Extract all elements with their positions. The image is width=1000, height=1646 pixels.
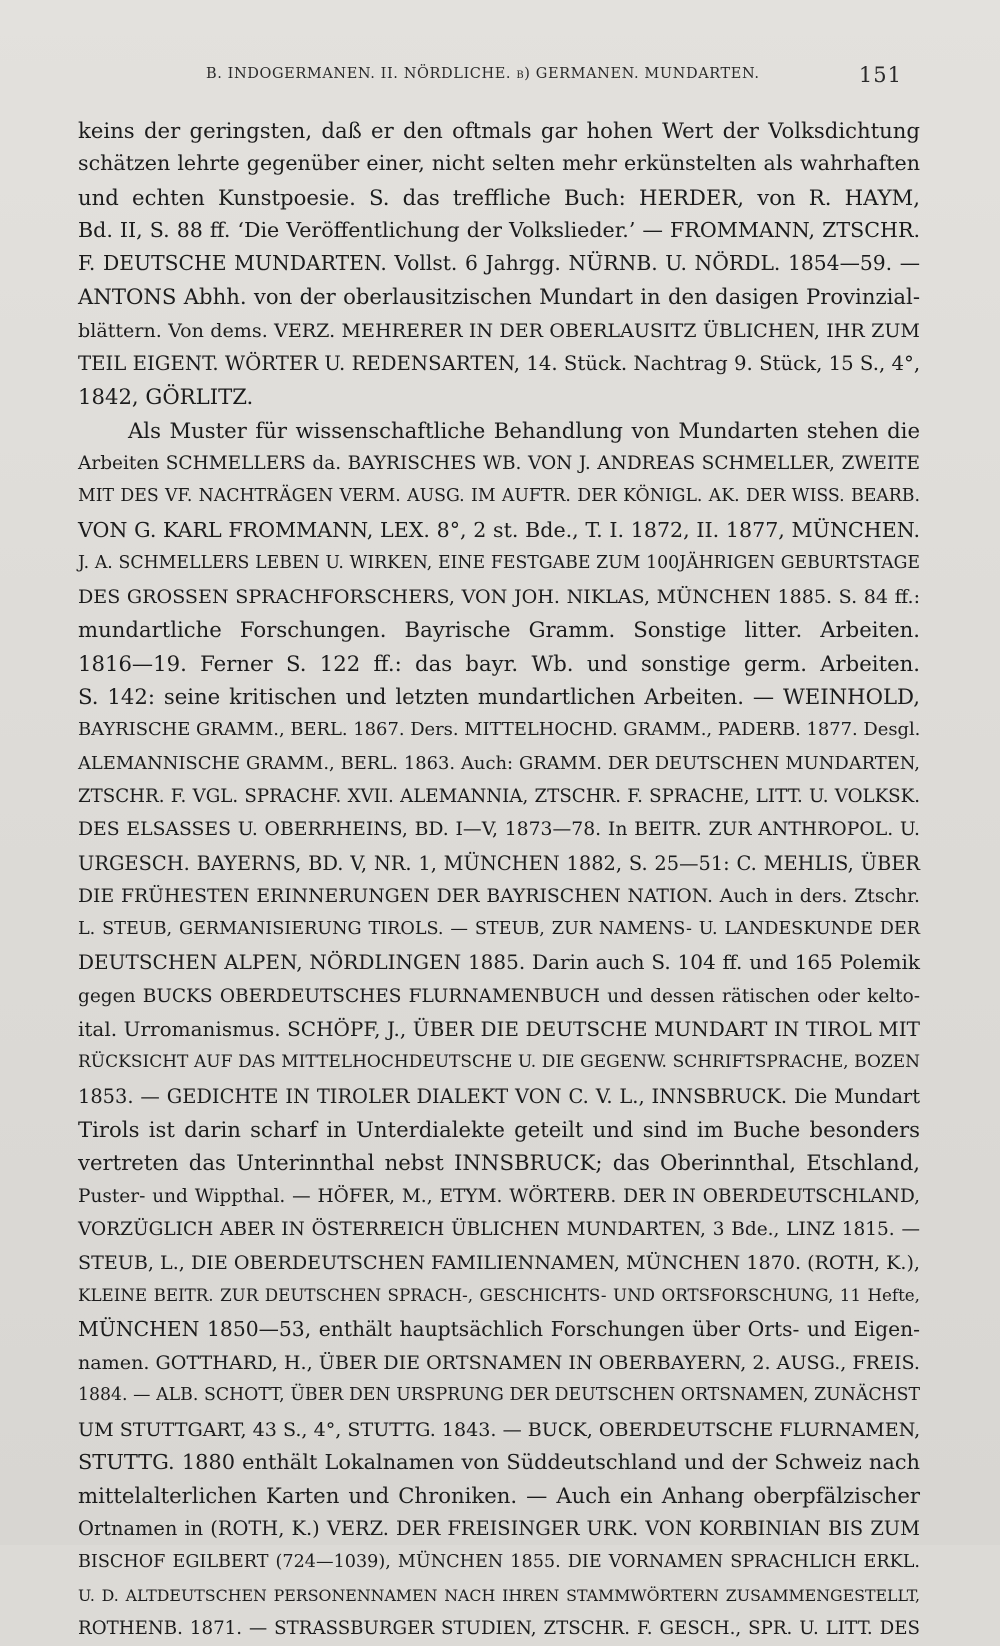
text-line: URGESCH. BAYERNS, BD. V, NR. 1, MÜNCHEN 1882, S. 25—51: C. MEHLIS, ÜBER [78,851,920,875]
text-line: 1884. — ALB. SCHOTT, ÜBER DEN URSPRUNG DER DEUTSCHEN ORTSNAMEN, ZUNÄCHST [78,1385,920,1406]
text-line: VORZÜGLICH ABER IN ÖSTERREICH ÜBLICHEN MUNDARTEN, 3 Bde., LINZ 1815. — [78,1218,920,1240]
text-line: Bd. II, S. 88 ff. ‘Die Veröffentlichung der Volkslieder.’ — FROMMANN, ZTSCHR. [78,217,920,242]
text-line: VON G. KARL FROMMANN, LEX. 8°, 2 st. Bde., T. I. 1872, II. 1877, MÜNCHEN. [78,517,920,542]
text-line: L. STEUB, GERMANISIERUNG TIROLS. — STEUB, ZUR NAMENS- U. LANDESKUNDE DER [78,919,920,940]
text-line: blättern. Von dems. VERZ. MEHRERER IN DER OBERLAUSITZ ÜBLICHEN, IHR ZUM [78,318,920,342]
text-line: ALEMANNISCHE GRAMM., BERL. 1863. Auch: GRAMM. DER DEUTSCHEN MUNDARTEN, [78,752,920,774]
text-line: schätzen lehrte gegenüber einer, nicht selten mehr erkünstelten als wahrhaften [78,151,920,176]
text-line: MÜNCHEN 1850—53, enthält hauptsächlich Forschungen über Orts- und Eigen- [78,1316,920,1341]
text-line: ROTHENB. 1871. — STRASSBURGER STUDIEN, ZTSCHR. F. GESCH., SPR. U. LITT. DES [78,1618,920,1640]
text-line: 1842, GÖRLITZ. [78,384,254,410]
page-header [190,63,910,90]
text-line: Ortnamen in (ROTH, K.) VERZ. DER FREISINGER URK. VON KORBINIAN BIS ZUM [78,1517,920,1541]
text-line: Puster- und Wippthal. — HÖFER, M., ETYM. WÖRTERB. DER IN OBERDEUTSCHLAND, [78,1185,920,1207]
text-line: Arbeiten SCHMELLERS da. BAYRISCHES WB. VON J. ANDREAS SCHMELLER, ZWEITE [78,452,920,474]
text-line: 1853. — GEDICHTE IN TIROLER DIALEKT VON C. V. L., INNSBRUCK. Die Mundart [78,1084,920,1108]
text-line: UM STUTTGART, 43 S., 4°, STUTTG. 1843. — BUCK, OBERDEUTSCHE FLURNAMEN, [78,1417,921,1441]
text-line: RÜCKSICHT AUF DAS MITTELHOCHDEUTSCHE U. DIE GEGENW. SCHRIFTSPRACHE, BOZEN [78,1052,920,1073]
text-line: und echten Kunstpoesie. S. das treffliche Buch: HERDER, von R. HAYM, [78,184,920,210]
text-line: Als Muster für wissenschaftliche Behandlung von Mundarten stehen die [128,417,920,443]
text-line: STEUB, L., DIE OBERDEUTSCHEN FAMILIENNAMEN, MÜNCHEN 1870. (ROTH, K.), [78,1251,920,1275]
text-line: DIE FRÜHESTEN ERINNERUNGEN DER BAYRISCHEN NATION. Auch in ders. Ztschr. [78,885,920,907]
page-number: 151 [858,63,902,87]
text-line: TEIL EIGENT. WÖRTER U. REDENSARTEN, 14. Stück. Nachtrag 9. Stück, 15 S., 4°, [78,352,921,376]
text-line: F. DEUTSCHE MUNDARTEN. Vollst. 6 Jahrgg. NÜRNB. U. NÖRDL. 1854—59. — [78,251,920,276]
text-line: ZTSCHR. F. VGL. SPRACHF. XVII. ALEMANNIA, ZTSCHR. F. SPRACHE, LITT. U. VOLKSK. [78,785,920,807]
text-line: MIT DES VF. NACHTRÄGEN VERM. AUSG. IM AUFTR. DER KÖNIGL. AK. DER WISS. BEARB. [78,486,920,507]
text-line: DEUTSCHEN ALPEN, NÖRDLINGEN 1885. Darin auch S. 104 ff. und 165 Polemik [78,950,920,975]
text-line: mundartliche Forschungen. Bayrische Gramm. Sonstige litter. Arbeiten. [78,617,920,643]
text-line: keins der geringsten, daß er den oftmals gar hohen Wert der Volksdichtung [78,118,920,143]
text-line: J. A. SCHMELLERS LEBEN U. WIRKEN, EINE FESTGABE ZUM 100JÄHRIGEN GEBURTSTAGE [78,552,920,573]
text-line: STUTTG. 1880 enthält Lokalnamen von Süddeutschland und der Schweiz nach [78,1449,920,1474]
text-line: vertreten das Unterinnthal nebst INNSBRUCK; das Oberinnthal, Etschland, [78,1150,920,1176]
text-line: S. 142: seine kritischen und letzten mundartlichen Arbeiten. — WEINHOLD, [78,684,920,710]
text-line: 1816—19. Ferner S. 122 ff.: das bayr. Wb. und sonstige germ. Arbeiten. [78,650,920,676]
text-line: DES ELSASSES U. OBERRHEINS, BD. I—V, 1873—78. In BEITR. ZUR ANTHROPOL. U. [78,819,920,841]
running-head: B. INDOGERMANEN. II. NÖRDLICHE. b) GERMANEN. MUNDARTEN. [206,66,760,82]
text-line: ital. Urromanismus. SCHÖPF, J., ÜBER DIE DEUTSCHE MUNDART IN TIROL MIT [78,1017,920,1042]
text-line: BAYRISCHE GRAMM., BERL. 1867. Ders. MITTELHOCHD. GRAMM., PADERB. 1877. Desgl. [78,719,921,741]
text-line: U. D. ALTDEUTSCHEN PERSONENNAMEN NACH IHREN STAMMWÖRTERN ZUSAMMENGESTELLT, [78,1586,920,1606]
text-line: BISCHOF EGILBERT (724—1039), MÜNCHEN 1855. DIE VORNAMEN SPRACHLICH ERKL. [78,1551,920,1572]
body-text [78,114,920,1646]
text-line: mittelalterlichen Karten und Chroniken. — Auch ein Anhang oberpfälzischer [78,1483,920,1509]
text-line: KLEINE BEITR. ZUR DEUTSCHEN SPRACH-, GESCHICHTS- UND ORTSFORSCHUNG, 11 Hefte, [78,1285,920,1306]
text-line: ANTONS Abhh. von der oberlausitzischen Mundart in den dasigen Provinzial- [78,284,920,310]
text-line: Tirols ist darin scharf in Unterdialekte geteilt und sind im Buche besonders [78,1116,920,1142]
text-line: namen. GOTTHARD, H., ÜBER DIE ORTSNAMEN IN OBERBAYERN, 2. AUSG., FREIS. [78,1350,920,1374]
text-line: DES GROSSEN SPRACHFORSCHERS, VON JOH. NIKLAS, MÜNCHEN 1885. S. 84 ff.: [78,585,920,609]
text-line: gegen BUCKS OBERDEUTSCHES FLURNAMENBUCH und dessen rätischen oder kelto- [78,985,920,1007]
